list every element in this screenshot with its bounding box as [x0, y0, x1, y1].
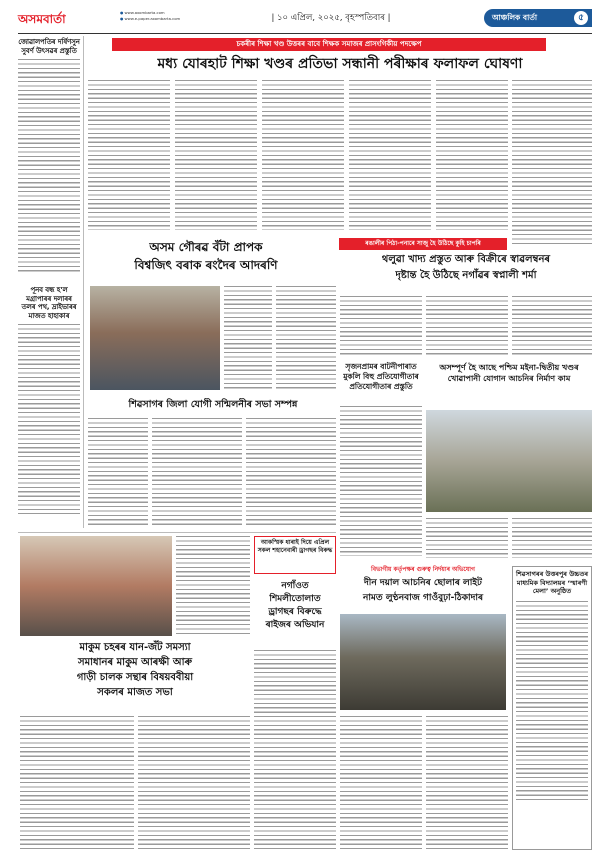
vanijya-headline: সৃজনপ্ৰামৰ বাটনীপাৰাত মুকলি বিহু প্ৰতিযোগীতাৰ প্ৰতিযোগীতাৰ প্ৰস্তুতি: [343, 362, 419, 391]
light-body-col2: [426, 716, 508, 850]
school-body-col1: [426, 518, 508, 558]
section-rule: [18, 532, 336, 533]
lead-body-col3: [262, 80, 344, 230]
date-line: | ১০ এপ্ৰিল, ২০২৫, বৃহস্পতিবাৰ |: [271, 13, 391, 23]
artist-headline: [340, 252, 592, 290]
makum-headline: [20, 640, 250, 710]
drug-headline-line4: ৰাইজৰ অভিযান: [265, 620, 325, 630]
makum-body-col1: [20, 716, 134, 850]
sivasagar-body-col3: [246, 418, 336, 526]
makum-body-col2: [138, 716, 250, 850]
award-group-photo: [90, 286, 220, 390]
light-headline-line1: দীন দয়াল আচনিৰ ছোলাৰ লাইট: [364, 578, 482, 588]
lead-body-col4: [349, 80, 431, 230]
right-box-headline: শিৱসাগৰৰ উত্তৰপুৰ উচ্চতৰ মাধ্যমিক বিদ্যালয়ৰ ‘স্মাৰণী মেলা’ অনুষ্ঠিত: [515, 570, 589, 595]
left-column: [18, 36, 80, 528]
website-links: [120, 10, 230, 28]
epaper-link[interactable]: www.e-paper.axombarta.com: [124, 16, 181, 21]
school-body-col2: [512, 518, 592, 558]
page-number: ৫: [574, 11, 588, 25]
lead-body-col5: [436, 80, 508, 230]
drug-headline-line3: ড্ৰাগছৰ বিৰুদ্ধে: [268, 607, 322, 617]
gaurab-body-col1: [224, 286, 272, 390]
masthead: [18, 8, 592, 30]
drug-body: [254, 650, 336, 850]
construction-photo: [426, 410, 592, 512]
right-box: [512, 566, 592, 850]
light-kicker: [340, 564, 506, 575]
school-headline: অসম্পূৰ্ণ হৈ আছে পশ্চিম মইনা-দ্বিতীয় খণ্ডৰ খোৱাপানী যোগান আচনিৰ নিৰ্মাণ কাম: [439, 363, 579, 383]
makum-headline-line4: সকলৰ মাজত সভা: [97, 687, 173, 698]
villagers-photo: [340, 614, 506, 710]
kicker-bar: [112, 38, 546, 51]
logo-text: অসমবার্তা: [18, 12, 66, 26]
artist-body-col3: [512, 296, 592, 356]
website-link[interactable]: www.axombarta.com: [124, 10, 165, 15]
lead-body-col2: [175, 80, 257, 230]
gaurab-headline: [92, 238, 320, 280]
globe-icon: ●: [120, 16, 124, 21]
kicker-text: চকৰীৰ শিক্ষা খণ্ড উত্তৰৰ বাবে শিক্ষক সমাজৰ প্ৰাসংগিকীয় পদক্ষেপ: [236, 40, 422, 48]
sivasagar-headline: শিৱসাগৰ জিলা যোগী সন্মিলনীৰ সভা সম্পন্ন: [128, 399, 298, 410]
section-banner: [484, 9, 592, 27]
left-story1-headline: জোৱালপতিৰ দৰ্ষিণসুন সুবৰ্ণ উৎসৱৰ প্ৰস্তুতি: [18, 38, 80, 55]
left-story2-headline: পূনব বন্ধ হ'ল মগ্ৰাপাৰৰ দলাৰৰ তলৰ পথ, দ্ৰাইভাৰৰ মাজত হাহাকাৰ: [21, 286, 77, 320]
gaurab-body-col2: [276, 286, 336, 390]
gaurab-headline-line1: অসম গৌৰৱ বঁটা প্ৰাপক: [149, 240, 263, 254]
makum-headline-line2: সমাধানৰ মাকুম আৰক্ষী আৰু: [77, 657, 193, 668]
light-kicker-text: বিভাগীয় কৰ্তৃপক্ষৰ গুৰুত্ব নিৰ্দয়াৰ অভিযোগ: [371, 566, 475, 573]
drug-headline-line2: শিমলীতোলাত: [269, 594, 321, 604]
makum-headline-line1: মাকুম চহৰৰ যান-জঁট সমস্যা: [79, 642, 191, 653]
globe-icon: ●: [120, 10, 124, 15]
lead-headline: মধ্য যোৰহাট শিক্ষা খণ্ডৰ প্ৰতিভা সন্ধানী পৰীক্ষাৰ ফলাফল ঘোষণা: [157, 56, 523, 72]
vanijya-body: [340, 406, 422, 556]
left-story2-body: [18, 324, 80, 514]
sivasagar-body-col1: [88, 418, 148, 526]
right-box-body: [516, 601, 588, 801]
jsr-headline: আকস্মিক ধাৰাই দিয়ে এপ্ৰিল সকল শহানেবাৰী ড্ৰাগছৰ বিৰুদ্ধ: [257, 539, 333, 554]
masthead-logo: [18, 8, 130, 28]
lead-body-col6: [512, 80, 592, 245]
lead-body-col1: [88, 80, 170, 230]
column-divider: [83, 36, 84, 528]
makum-headline-line3: গাড়ী চালক সন্থাৰ বিষয়ববীয়া: [76, 672, 194, 683]
drug-headline: [254, 580, 336, 646]
jsr-box: [254, 536, 336, 574]
drug-headline-line1: নগাঁওত: [281, 581, 309, 591]
red-strip-text: ৰঙালীৰ পিঠা-পনাৰে সাজু হৈ উঠিছে কুহি চাপৰি: [365, 240, 481, 247]
light-headline-line2: নামত লুণ্ঠনবাজ গাওঁবুঢ়া-ঠিকাদাৰ: [362, 593, 484, 603]
left-story1-body: [18, 59, 80, 274]
red-strip: [339, 238, 507, 250]
artist-headline-line1: থলুৱা খাদ্য প্ৰস্তুত আৰু বিক্ৰীৰে স্বাৱলম্বনৰ: [381, 254, 551, 265]
artist-body-col2: [426, 296, 508, 356]
section-name: আঞ্চলিক বাৰ্তা: [492, 13, 538, 22]
meeting-photo: [20, 536, 172, 636]
sivasagar-body-col2: [152, 418, 242, 526]
light-body-col1: [340, 716, 422, 850]
artist-headline-line2: দৃষ্টান্ত হৈ উঠিছে নগাঁৱৰ স্বপ্নালী শৰ্মা: [395, 270, 537, 281]
light-headline: [340, 576, 506, 610]
gaurab-headline-line2: বিশ্বজিৎ বৰাক ৰংদৈৰ আদৰণি: [134, 258, 278, 272]
artist-body-col1: [340, 296, 422, 356]
masthead-rule: [18, 33, 592, 34]
meeting-side-body: [176, 536, 250, 636]
